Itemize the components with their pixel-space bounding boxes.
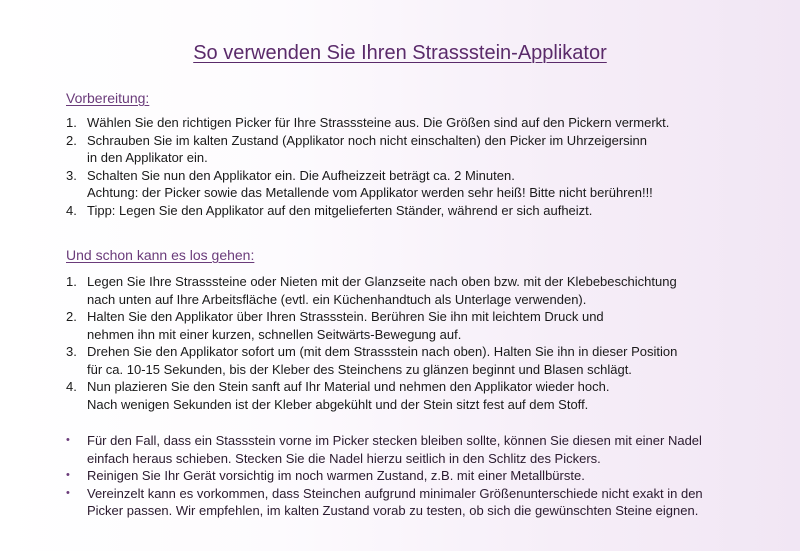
bullet-icon: • (66, 434, 70, 446)
item-text: nehmen ihn mit einer kurzen, schnellen Seitwärts-Bewegung auf. (87, 326, 462, 342)
item-text: Wählen Sie den richtigen Picker für Ihre Strasssteine aus. Die Größen sind auf den Pickern vermerkt. (87, 115, 670, 130)
item-text: Picker passen. Wir empfehlen, im kalten Zustand vorab zu testen, ob sich die gewünschten Steine eignen. (87, 503, 699, 518)
list-item (66, 378, 786, 413)
list-item (66, 485, 786, 520)
section-heading-preparation: Vorbereitung: (66, 90, 150, 106)
item-text: Tipp: Legen Sie den Applikator auf den mitgelieferten Ständer, während er sich aufheizt. (87, 202, 593, 218)
list-item (66, 343, 786, 378)
section-heading-getting-started: Und schon kann es los gehen: (66, 247, 255, 263)
item-text: Schrauben Sie im kalten Zustand (Applikator noch nicht einschalten) den Picker im Uhrzeigersinn (87, 132, 648, 148)
item-text: Schalten Sie nun den Applikator ein. Die Aufheizzeit beträgt ca. 2 Minuten. (87, 167, 515, 183)
bullet-icon: • (66, 486, 70, 499)
item-text: nach unten auf Ihre Arbeitsfläche (evtl. ein Küchenhandtuch als Unterlage verwenden). (87, 291, 587, 307)
item-number: 3. (66, 167, 77, 183)
list-item (66, 114, 786, 132)
item-text: Legen Sie Ihre Strasssteine oder Nieten mit der Glanzseite nach oben bzw. mit der Klebebeschichtung (87, 274, 677, 289)
list-item (66, 308, 786, 343)
item-text: Reinigen Sie Ihr Gerät vorsichtig im noch warmen Zustand, z.B. mit einer Metallbürste. (87, 468, 585, 483)
list-item (66, 202, 786, 220)
bullet-icon: • (66, 469, 70, 481)
item-number: 2. (66, 132, 77, 148)
list-item (66, 167, 786, 202)
item-number: 1. (66, 274, 77, 289)
item-text: einfach heraus schieben. Stecken Sie die Nadel hierzu seitlich in den Schlitz des Pickers. (87, 450, 601, 466)
item-text: in den Applikator ein. (87, 150, 208, 165)
item-text: Vereinzelt kann es vorkommen, dass Steinchen aufgrund minimaler Größenunterschiede nicht exakt in den (87, 485, 703, 501)
page-title: So verwenden Sie Ihren Strassstein-Applikator (193, 42, 607, 64)
item-number: 3. (66, 344, 77, 359)
item-number: 2. (66, 309, 77, 324)
item-number: 1. (66, 115, 77, 130)
item-number: 4. (66, 202, 77, 218)
item-text: Drehen Sie den Applikator sofort um (mit dem Strassstein nach oben). Halten Sie ihn in dieser Position (87, 344, 678, 359)
list-item (66, 132, 786, 167)
item-text: Achtung: der Picker sowie das Metallende vom Applikator werden sehr heiß! Bitte nicht berühren!!! (87, 185, 653, 200)
item-number: 4. (66, 379, 77, 394)
list-item (66, 273, 786, 308)
item-text: Für den Fall, dass ein Stassstein vorne im Picker stecken bleiben sollte, können Sie diesen mit einer Nadel (87, 433, 702, 448)
item-text: Nun plazieren Sie den Stein sanft auf Ihr Material und nehmen den Applikator wieder hoch. (87, 379, 610, 394)
list-item (66, 432, 786, 467)
steps-list (66, 273, 786, 413)
item-text: für ca. 10-15 Sekunden, bis der Kleber des Steinchens zu glänzen beginnt und Blasen schlägt. (87, 361, 632, 377)
notes-list (66, 432, 786, 520)
list-item (66, 467, 786, 485)
preparation-list (66, 114, 786, 219)
item-text: Halten Sie den Applikator über Ihren Strassstein. Berühren Sie ihn mit leichtem Druck und (87, 309, 604, 324)
item-text: Nach wenigen Sekunden ist der Kleber abgekühlt und der Stein sitzt fest auf dem Stoff. (87, 396, 589, 412)
